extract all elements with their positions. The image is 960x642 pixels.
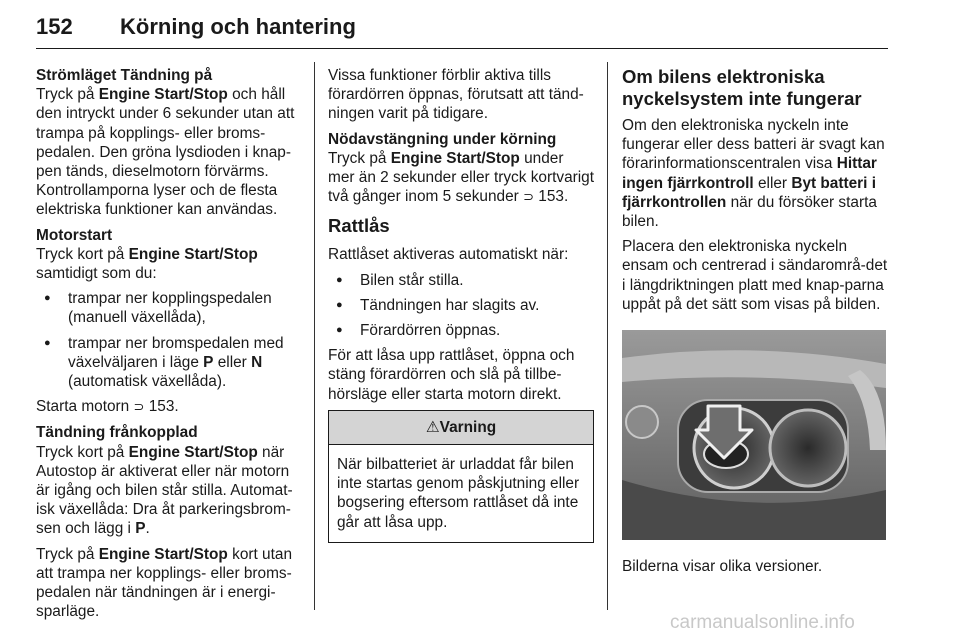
list-item: ● Bilen står stilla.: [328, 271, 594, 290]
page-header: [36, 8, 888, 49]
page-ref-icon[interactable]: ⊃: [133, 400, 145, 416]
key-placement-photo: [622, 330, 886, 540]
warning-box: [328, 410, 594, 543]
paragraph: Tryck kort på Engine Start/Stop när Autostop är aktiverat eller när motorn är igång och bilen står stilla. Automat-isk växellåda: Dra åt parkeringsbrom-sen och lägg i P.: [36, 443, 293, 538]
paragraph: För att låsa upp rattlåset, öppna och stäng förardörren och slå på tillbe-hörsläge eller starta motorn direkt.: [328, 347, 575, 403]
column-1: [36, 66, 302, 627]
warning-icon: ⚠: [425, 418, 440, 436]
column-2: [328, 66, 594, 543]
list-item: ● trampar ner bromspedalen med växelväljaren i läge P eller N (automatisk växellåda).: [36, 334, 302, 392]
warning-text: När bilbatteriet är urladdat får bilen inte startas genom påskjutning eller bogsering eftersom rattlåset då inte går att låsa upp.: [337, 456, 580, 531]
bullet-list: [328, 271, 594, 341]
paragraph: Tryck på Engine Start/Stop kort utan att trampa ner kopplings- eller broms-pedalen när tändningen är i energi-sparläge.: [36, 545, 293, 621]
watermark: carmanualsonline.info: [670, 612, 855, 633]
paragraph: Placera den elektroniska nyckeln ensam och centrerad i sändarområ-det i längdriktningen platt med knap-parna uppåt på det sätt som visas på bilden.: [622, 238, 888, 313]
paragraph: Rattlåset aktiveras automatiskt när:: [328, 246, 569, 264]
column-divider: [314, 62, 315, 610]
subheading-emergency-stop: Nödavstängning under körning: [328, 130, 557, 148]
column-divider: [607, 62, 608, 610]
subheading-ignition-on: Strömläget Tändning på: [36, 67, 213, 84]
subheading-engine-start: Motorstart: [36, 226, 113, 244]
paragraph: Starta motorn ⊃ 153.: [36, 398, 179, 416]
chapter-title: Körning och hantering: [120, 14, 356, 39]
paragraph: Vissa funktioner förblir aktiva tills förardörren öppnas, förutsatt att tänd-ningen varit på tidigare.: [328, 67, 584, 123]
section-heading-steering-lock: Rattlås: [328, 215, 390, 237]
column-3: [622, 66, 888, 582]
paragraph: Om den elektroniska nyckeln inte fungerar eller dess batteri är svagt kan förarinformationscentralen visa Hittar ingen fjärrkontroll eller Byt batteri i fjärrkontrollen när du försöker starta bilen.: [622, 117, 885, 231]
image-caption: Bilderna visar olika versioner.: [622, 558, 823, 576]
list-item: ● trampar ner kopplingspedalen (manuell växellåda),: [36, 289, 302, 327]
list-item: ● Förardörren öppnas.: [328, 321, 594, 340]
warning-header: [329, 411, 593, 445]
bullet-list: [36, 289, 302, 391]
paragraph: Tryck på Engine Start/Stop under mer än 2 sekunder eller tryck kortvarigt två gånger inom 5 sekunder ⊃ 153.: [328, 149, 595, 206]
paragraph: Tryck kort på Engine Start/Stop samtidigt som du:: [36, 245, 258, 283]
list-item: ● Tändningen har slagits av.: [328, 296, 594, 315]
warning-title: Varning: [439, 418, 497, 436]
section-heading-key-system: Om bilens elektroniska nyckelsystem inte fungerar: [622, 66, 862, 109]
page-number: 152: [36, 14, 73, 39]
page-ref-icon[interactable]: ⊃: [523, 190, 534, 206]
subheading-ignition-off: Tändning frånkopplad: [36, 424, 198, 442]
paragraph: Tryck på Engine Start/Stop och håll den intryckt under 6 sekunder utan att trampa på kopplings- eller broms-pedalen. Den gröna lysdioden i knap-pen tänds, dieselmotorn förvärms. Kontrollamporna lyser och de flesta elektriska funktioner kan användas.: [36, 86, 295, 219]
